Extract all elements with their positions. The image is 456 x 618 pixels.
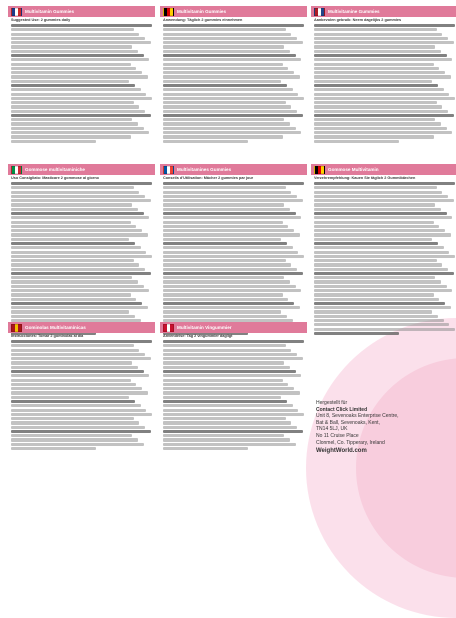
text-line xyxy=(163,97,304,100)
text-line xyxy=(163,41,303,44)
text-line xyxy=(11,280,138,283)
text-line xyxy=(163,203,284,206)
text-line xyxy=(11,140,96,143)
text-line xyxy=(314,24,455,27)
text-line xyxy=(163,110,297,113)
text-line xyxy=(11,80,129,83)
section-header xyxy=(160,322,307,333)
section-fr xyxy=(160,164,307,336)
text-line xyxy=(11,413,152,416)
text-line xyxy=(163,383,288,386)
suggested-use: Instrucciones: Tomar 2 gominolas al día xyxy=(11,334,84,338)
text-line xyxy=(163,93,298,96)
section-title: Gominolas Multivitamínicas xyxy=(25,325,86,330)
suggested-use: Aanbevolen gebruik: Neem dagelijks 2 gummies xyxy=(314,18,402,22)
text-line xyxy=(11,238,129,241)
text-line xyxy=(11,430,151,433)
section-title: Gommose multivitaminiche xyxy=(25,167,85,172)
text-line xyxy=(11,447,96,450)
text-line xyxy=(11,28,134,31)
text-line xyxy=(314,221,434,224)
text-line xyxy=(11,443,144,446)
text-line xyxy=(314,332,399,335)
text-line xyxy=(163,430,303,433)
text-line xyxy=(11,255,152,258)
text-line xyxy=(314,208,441,211)
text-line xyxy=(11,391,148,394)
text-line xyxy=(314,127,447,130)
text-line xyxy=(11,276,132,279)
text-line xyxy=(314,97,455,100)
text-line xyxy=(314,71,445,74)
company-name: Contact Click Limited xyxy=(316,406,368,413)
section-title: Multivitamines Gummies xyxy=(177,167,232,172)
text-line xyxy=(163,315,287,318)
text-line xyxy=(314,233,451,236)
text-line xyxy=(11,71,142,74)
text-line xyxy=(163,186,286,189)
text-line xyxy=(163,54,296,57)
text-line xyxy=(163,28,286,31)
text-line xyxy=(163,298,288,301)
text-line xyxy=(163,263,291,266)
text-line xyxy=(11,417,134,420)
text-line xyxy=(11,93,146,96)
text-line xyxy=(163,101,286,104)
suggested-use: Conseils d'Utilisation: Mâcher 2 gummies par jour xyxy=(163,176,254,180)
text-line xyxy=(314,135,434,138)
text-line xyxy=(11,203,132,206)
text-line xyxy=(163,135,283,138)
text-line xyxy=(163,366,290,369)
text-line xyxy=(163,199,303,202)
text-line xyxy=(314,276,435,279)
text-line xyxy=(163,118,284,121)
manufacturer-contact xyxy=(316,400,446,455)
text-line xyxy=(11,50,138,53)
text-line xyxy=(163,114,303,117)
address-line-5: Clonmel, Co. Tipperary, Ireland xyxy=(316,439,385,446)
text-line xyxy=(314,122,441,125)
section-de2 xyxy=(311,164,456,336)
text-line xyxy=(11,45,132,48)
text-line xyxy=(314,293,434,296)
text-line xyxy=(314,37,448,40)
text-line xyxy=(11,41,151,44)
text-line xyxy=(11,24,152,27)
section-pt xyxy=(160,322,307,451)
section-body-text xyxy=(160,22,307,143)
text-line xyxy=(163,310,281,313)
text-line xyxy=(11,374,149,377)
text-line xyxy=(163,63,283,66)
text-line xyxy=(11,383,136,386)
section-en xyxy=(8,6,155,144)
text-line xyxy=(11,63,131,66)
text-line xyxy=(163,259,286,262)
text-line xyxy=(11,58,149,61)
text-line xyxy=(163,212,296,215)
section-header xyxy=(311,164,456,175)
text-line xyxy=(163,33,291,36)
website: WeightWorld.com xyxy=(316,448,367,455)
text-line xyxy=(314,199,454,202)
text-line xyxy=(163,285,296,288)
text-line xyxy=(314,58,452,61)
text-line xyxy=(314,110,448,113)
section-body-text xyxy=(160,338,307,450)
section-title: Multivitamin Gummies xyxy=(25,9,75,14)
text-line xyxy=(11,306,148,309)
text-line xyxy=(163,344,286,347)
section-body-text xyxy=(8,22,155,143)
text-line xyxy=(314,33,442,36)
section-header xyxy=(8,322,155,333)
text-line xyxy=(11,272,151,275)
section-body-text xyxy=(8,338,155,450)
text-line xyxy=(163,387,294,390)
text-line xyxy=(314,272,454,275)
text-line xyxy=(314,80,432,83)
text-line xyxy=(11,84,135,87)
text-line xyxy=(163,268,297,271)
text-line xyxy=(314,93,449,96)
text-line xyxy=(163,122,290,125)
text-line xyxy=(11,340,152,343)
text-line xyxy=(314,323,449,326)
text-line xyxy=(163,272,303,275)
text-line xyxy=(11,302,142,305)
text-line xyxy=(163,246,293,249)
text-line xyxy=(163,182,304,185)
text-line xyxy=(314,45,435,48)
text-line xyxy=(11,127,144,130)
text-line xyxy=(11,268,145,271)
text-line xyxy=(163,289,301,292)
text-line xyxy=(11,208,138,211)
text-line xyxy=(11,195,145,198)
text-line xyxy=(163,400,287,403)
text-line xyxy=(163,80,281,83)
text-line xyxy=(163,438,290,441)
text-line xyxy=(11,353,145,356)
section-title: Multivitamine Gummies xyxy=(328,9,380,14)
text-line xyxy=(314,315,438,318)
text-line xyxy=(11,349,139,352)
section-it xyxy=(8,164,155,336)
section-header xyxy=(311,6,456,17)
section-body-text xyxy=(311,22,456,143)
text-line xyxy=(314,114,454,117)
text-line xyxy=(11,110,145,113)
text-line xyxy=(163,105,291,108)
text-line xyxy=(11,259,134,262)
text-line xyxy=(163,409,298,412)
text-line xyxy=(314,105,442,108)
text-line xyxy=(314,54,447,57)
suggested-use: Verzehrempfehlung: Kauen Sie täglich 2 Gummibärchen xyxy=(314,176,416,180)
text-line xyxy=(163,229,294,232)
text-line xyxy=(163,404,293,407)
text-line xyxy=(163,251,298,254)
text-line xyxy=(314,259,437,262)
text-line xyxy=(163,370,296,373)
text-line xyxy=(163,302,294,305)
section-header xyxy=(8,164,155,175)
flag-icon xyxy=(314,166,325,174)
text-line xyxy=(163,242,287,245)
text-line xyxy=(163,24,304,27)
text-line xyxy=(163,306,300,309)
text-line xyxy=(11,434,132,437)
text-line xyxy=(314,203,435,206)
text-line xyxy=(163,417,286,420)
flag-icon xyxy=(163,166,174,174)
text-line xyxy=(163,434,284,437)
flag-icon xyxy=(163,8,174,16)
text-line xyxy=(11,370,144,373)
section-title: Multivitamin Gummies xyxy=(177,9,227,14)
flag-icon xyxy=(11,8,22,16)
text-line xyxy=(11,186,134,189)
text-line xyxy=(11,212,144,215)
text-line xyxy=(314,28,437,31)
text-line xyxy=(11,379,131,382)
text-line xyxy=(11,67,136,70)
text-line xyxy=(11,409,146,412)
flag-icon xyxy=(11,166,22,174)
text-line xyxy=(11,387,142,390)
text-line xyxy=(314,328,455,331)
text-line xyxy=(163,225,288,228)
text-line xyxy=(314,75,451,78)
text-line xyxy=(314,182,455,185)
text-line xyxy=(11,33,139,36)
text-line xyxy=(11,233,148,236)
text-line xyxy=(314,263,442,266)
text-line xyxy=(11,310,129,313)
flag-icon xyxy=(163,324,174,332)
text-line xyxy=(314,319,444,322)
section-header xyxy=(160,164,307,175)
text-line xyxy=(11,421,139,424)
text-line xyxy=(314,50,441,53)
text-line xyxy=(314,101,437,104)
text-line xyxy=(163,443,296,446)
text-line xyxy=(163,71,294,74)
text-line xyxy=(11,199,151,202)
text-line xyxy=(163,221,283,224)
text-line xyxy=(11,396,129,399)
text-line xyxy=(163,379,283,382)
text-line xyxy=(314,298,439,301)
text-line xyxy=(163,45,284,48)
text-line xyxy=(11,344,134,347)
text-line xyxy=(163,208,290,211)
text-line xyxy=(163,421,291,424)
text-line xyxy=(11,293,131,296)
text-line xyxy=(11,114,151,117)
text-line xyxy=(314,225,439,228)
text-line xyxy=(11,101,134,104)
suggested-use: Anwendung: Täglich 2 gummies einnehmen xyxy=(163,18,243,22)
text-line xyxy=(11,75,148,78)
suggested-use: Anvendelse: Tag 2 vingummier dagligt xyxy=(163,334,233,338)
text-line xyxy=(11,438,138,441)
section-body-text xyxy=(8,180,155,335)
text-line xyxy=(163,140,248,143)
section-body-text xyxy=(311,180,456,335)
flag-icon xyxy=(11,324,22,332)
text-line xyxy=(314,118,435,121)
text-line xyxy=(314,238,432,241)
text-line xyxy=(163,255,304,258)
text-line xyxy=(163,195,297,198)
text-line xyxy=(163,50,290,53)
text-line xyxy=(314,41,454,44)
text-line xyxy=(163,447,248,450)
text-line xyxy=(163,131,301,134)
text-line xyxy=(314,289,452,292)
section-es xyxy=(8,322,155,451)
text-line xyxy=(314,88,444,91)
text-line xyxy=(163,238,281,241)
text-line xyxy=(11,426,145,429)
section-title: Multivitamin Vingummier xyxy=(177,325,232,330)
text-line xyxy=(314,251,449,254)
text-line xyxy=(11,357,151,360)
text-line xyxy=(11,400,135,403)
section-header xyxy=(8,6,155,17)
text-line xyxy=(163,426,297,429)
address-line-4: No 11 Cruise Place xyxy=(316,432,359,439)
text-line xyxy=(314,140,399,143)
text-line xyxy=(314,195,448,198)
text-line xyxy=(163,413,304,416)
text-line xyxy=(11,285,144,288)
text-line xyxy=(11,225,136,228)
text-line xyxy=(314,84,438,87)
text-line xyxy=(11,105,139,108)
text-line xyxy=(163,276,284,279)
text-line xyxy=(163,349,291,352)
text-line xyxy=(163,353,297,356)
text-line xyxy=(11,289,149,292)
text-line xyxy=(11,54,144,57)
text-line xyxy=(314,302,445,305)
text-line xyxy=(163,216,301,219)
text-line xyxy=(314,255,455,258)
text-line xyxy=(11,242,135,245)
made-for-label: Hergestellt für xyxy=(316,400,348,406)
text-line xyxy=(163,127,296,130)
text-line xyxy=(163,361,284,364)
text-line xyxy=(11,263,139,266)
text-line xyxy=(163,396,281,399)
text-line xyxy=(163,340,304,343)
text-line xyxy=(314,242,438,245)
text-line xyxy=(314,186,437,189)
section-title: Gommose Multivitamin xyxy=(328,167,379,172)
text-line xyxy=(11,122,138,125)
text-line xyxy=(163,374,301,377)
text-line xyxy=(11,135,131,138)
text-line xyxy=(11,221,131,224)
text-line xyxy=(11,37,145,40)
text-line xyxy=(11,251,146,254)
address-line-3: TN14 5LJ, UK xyxy=(316,426,348,433)
text-line xyxy=(11,298,136,301)
text-line xyxy=(163,75,300,78)
text-line xyxy=(11,131,149,134)
text-line xyxy=(314,310,432,313)
text-line xyxy=(163,88,293,91)
text-line xyxy=(314,131,452,134)
text-line xyxy=(163,37,297,40)
text-line xyxy=(163,280,290,283)
text-line xyxy=(163,357,303,360)
section-nl xyxy=(311,6,456,144)
text-line xyxy=(314,63,434,66)
text-line xyxy=(11,229,142,232)
text-line xyxy=(11,404,141,407)
text-line xyxy=(314,246,444,249)
text-line xyxy=(11,366,138,369)
text-line xyxy=(163,391,300,394)
text-line xyxy=(314,280,441,283)
text-line xyxy=(11,216,149,219)
text-line xyxy=(314,306,451,309)
text-line xyxy=(163,191,291,194)
text-line xyxy=(11,315,135,318)
text-line xyxy=(11,88,141,91)
suggested-use: Suggested Use: 2 gummies daily xyxy=(11,18,71,22)
address-line-1: Unit 8, Sevenoaks Enterprise Centre, xyxy=(316,413,399,420)
text-line xyxy=(163,67,288,70)
text-line xyxy=(11,191,139,194)
text-line xyxy=(314,191,442,194)
section-body-text xyxy=(160,180,307,335)
text-line xyxy=(314,212,447,215)
text-line xyxy=(314,216,452,219)
text-line xyxy=(11,182,152,185)
text-line xyxy=(11,118,132,121)
text-line xyxy=(314,285,447,288)
text-line xyxy=(11,97,152,100)
section-de xyxy=(160,6,307,144)
text-line xyxy=(314,67,439,70)
address-line-2: Bat & Ball, Sevenoaks, Kent, xyxy=(316,419,380,426)
text-line xyxy=(163,233,300,236)
text-line xyxy=(11,361,132,364)
section-header xyxy=(160,6,307,17)
flag-icon xyxy=(314,8,325,16)
text-line xyxy=(314,268,448,271)
text-line xyxy=(163,293,283,296)
text-line xyxy=(11,246,141,249)
suggested-use: Uso Consigliato: Masticare 2 gommose al giorno xyxy=(11,176,99,180)
text-line xyxy=(314,229,445,232)
text-line xyxy=(163,58,301,61)
text-line xyxy=(163,84,287,87)
